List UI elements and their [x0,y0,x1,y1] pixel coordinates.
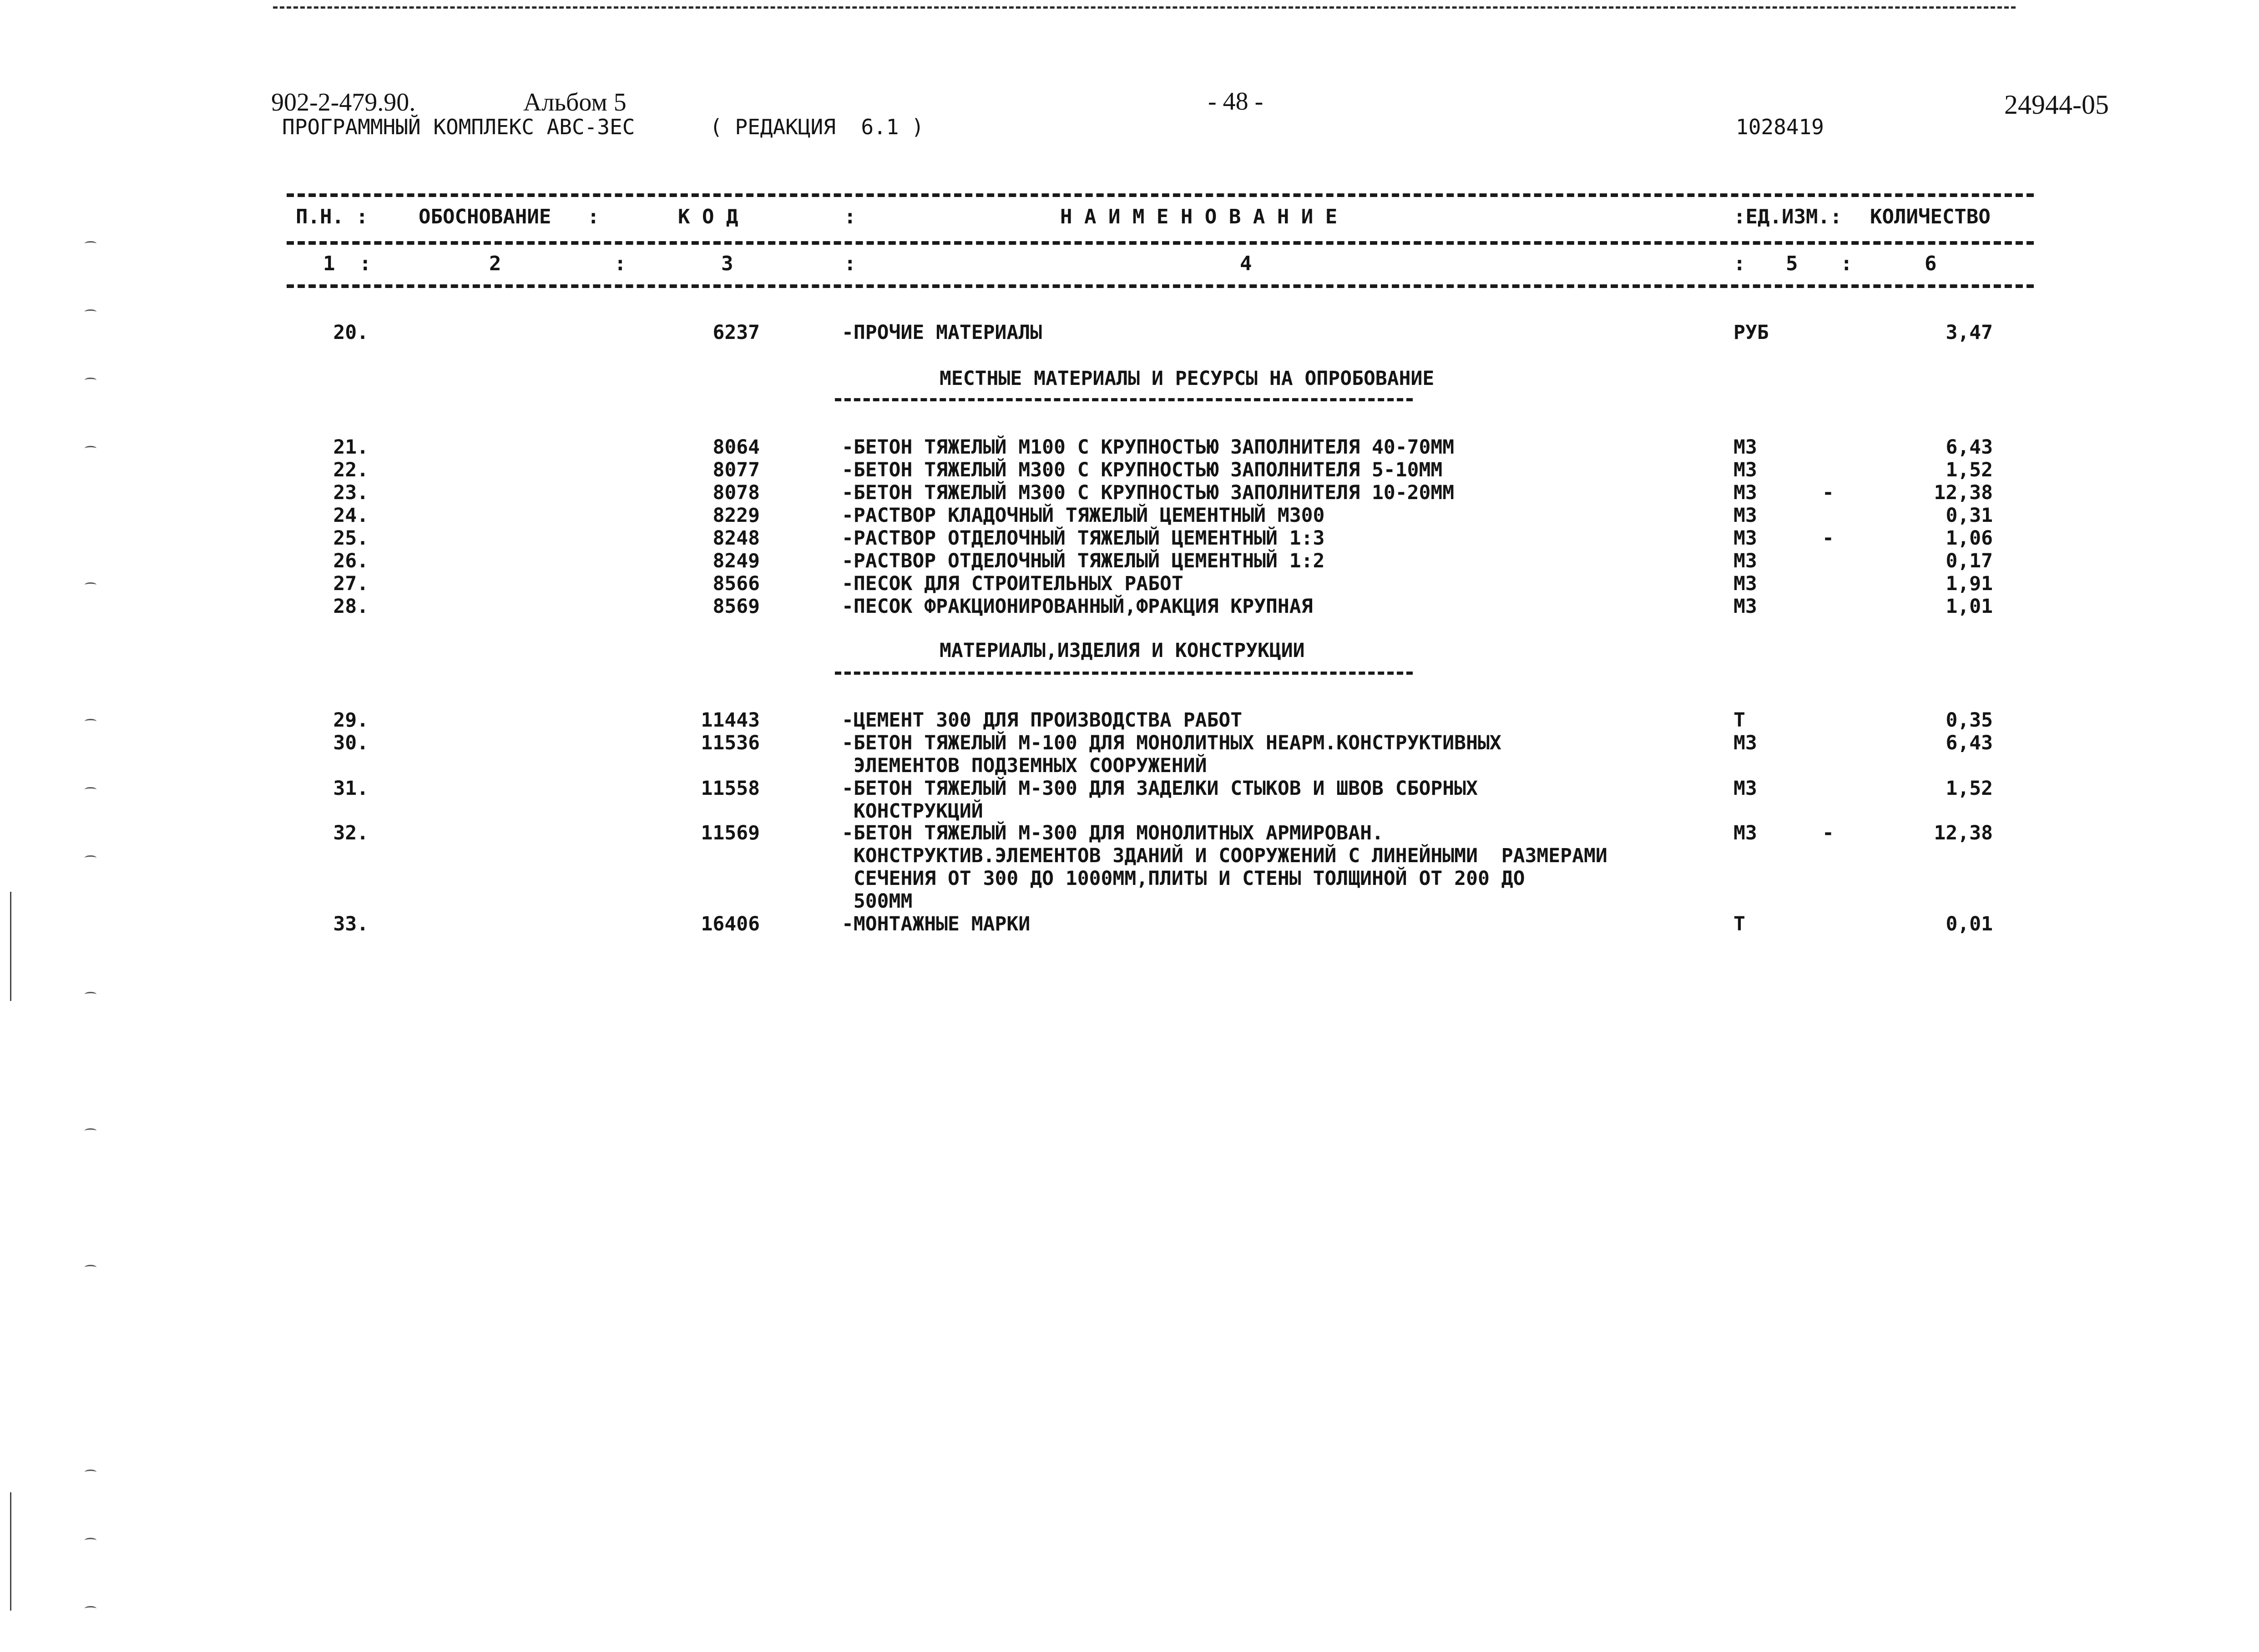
row-code: 8078 [713,481,760,504]
archive-stamp: 24944-05 [2004,90,2109,120]
col-number-2: 2 [489,252,501,275]
row-quantity: 12,38 [1934,481,1993,504]
row-code: 11569 [701,822,760,844]
row-number: 20. [333,321,369,344]
album-label: Альбом 5 [523,88,627,116]
row-unit: М3 [1733,504,1757,527]
col-header-qty: КОЛИЧЕСТВО [1870,205,1991,228]
row-unit: М3 [1733,527,1757,550]
col-number-5: 5 [1786,252,1798,275]
row-quantity: 1,52 [1946,459,1993,481]
row-quantity: 1,06 [1946,527,1993,550]
row-number: 31. [333,777,369,800]
row-unit: М3 [1733,732,1757,754]
row-code: 16406 [701,913,760,935]
row-code: 8064 [713,436,760,459]
row-name: -БЕТОН ТЯЖЕЛЫЙ М300 С КРУПНОСТЬЮ ЗАПОЛНИТЕЛЯ 5-10ММ [842,459,1443,481]
margin-mark [85,1128,96,1133]
col-header-code: К О Д [678,205,738,228]
row-code: 11443 [701,709,760,732]
row-unit: М3 [1733,777,1757,800]
row-number: 23. [333,481,369,504]
row-name: -ПЕСОК ФРАКЦИОНИРОВАННЫЙ,ФРАКЦИЯ КРУПНАЯ [842,595,1313,618]
col-separator: : [844,252,856,275]
margin-mark [85,719,96,724]
row-number: 29. [333,709,369,732]
row-name: -РАСТВОР КЛАДОЧНЫЙ ТЯЖЕЛЫЙ ЦЕМЕНТНЫЙ М300 [842,504,1325,527]
row-number: 22. [333,459,369,481]
row-code: 8569 [713,595,760,618]
row-number: 24. [333,504,369,527]
section-heading-materials: МАТЕРИАЛЫ,ИЗДЕЛИЯ И КОНСТРУКЦИИ [940,639,1305,662]
table-header-bottom-rule [287,284,2034,288]
row-quantity: 0,35 [1946,709,1993,732]
row-code: 8566 [713,572,760,595]
row-code: 8248 [713,527,760,550]
margin-mark [85,1606,96,1611]
scan-streak [10,892,11,1001]
row-unit: М3 [1733,481,1757,504]
col-number-1: 1 : [323,252,371,275]
row-name: -ПЕСОК ДЛЯ СТРОИТЕЛЬНЫХ РАБОТ [842,572,1183,595]
row-name: -БЕТОН ТЯЖЕЛЫЙ М-300 ДЛЯ МОНОЛИТНЫХ АРМИРОВАН. КОНСТРУКТИВ.ЭЛЕМЕНТОВ ЗДАНИЙ И СООРУЖЕНИЙ С ЛИНЕЙНЫМИ РАЗМЕРАМИ СЕЧЕНИЯ ОТ 300 ДО 1000ММ,ПЛИТЫ И СТЕНЫ ТОЛЩИНОЙ ОТ 200 ДО 500ММ [842,822,1607,913]
margin-mark [85,1265,96,1270]
row-name: -РАСТВОР ОТДЕЛОЧНЫЙ ТЯЖЕЛЫЙ ЦЕМЕНТНЫЙ 1:3 [842,527,1325,550]
row-quantity: 3,47 [1946,321,1993,344]
margin-mark [85,378,96,383]
row-number: 27. [333,572,369,595]
col-header-pn: П.Н. : [296,205,368,228]
row-number: 32. [333,822,369,844]
row-unit: М3 [1733,550,1757,572]
row-quantity: 0,31 [1946,504,1993,527]
row-quantity: 6,43 [1946,732,1993,754]
row-number: 26. [333,550,369,572]
row-name: -БЕТОН ТЯЖЕЛЫЙ М300 С КРУПНОСТЬЮ ЗАПОЛНИТЕЛЯ 10-20ММ [842,481,1455,504]
row-name: -БЕТОН ТЯЖЕЛЫЙ М-100 ДЛЯ МОНОЛИТНЫХ НЕАРМ.КОНСТРУКТИВНЫХ ЭЛЕМЕНТОВ ПОДЗЕМНЫХ СООРУЖЕНИЙ [842,732,1501,777]
row-code: 11536 [701,732,760,754]
margin-mark [85,1538,96,1543]
row-quantity: 12,38 [1934,822,1993,844]
col-number-4: 4 [1240,252,1252,275]
section-underline [835,398,1413,401]
row-number: 25. [333,527,369,550]
col-separator: : [1733,252,1746,275]
col-header-basis: ОБОСНОВАНИЕ : [419,205,600,228]
row-quantity: 0,17 [1946,550,1993,572]
page-number: - 48 - [1208,87,1263,116]
row-name: -ПРОЧИЕ МАТЕРИАЛЫ [842,321,1042,344]
row-number: 30. [333,732,369,754]
row-name: -ЦЕМЕНТ 300 ДЛЯ ПРОИЗВОДСТВА РАБОТ [842,709,1243,732]
row-number: 28. [333,595,369,618]
row-unit: Т [1733,913,1745,935]
col-header-sep: : [844,205,856,228]
row-unit: М3 [1733,595,1757,618]
row-unit: РУБ [1733,321,1769,344]
row-unit: Т [1733,709,1745,732]
col-separator: : [614,252,627,275]
section-underline [835,672,1413,675]
row-quantity: 1,91 [1946,572,1993,595]
row-unit: М3 [1733,822,1757,844]
row-code: 8249 [713,550,760,572]
section-heading-local-materials: МЕСТНЫЕ МАТЕРИАЛЫ И РЕСУРСЫ НА ОПРОБОВАНИЕ [940,367,1435,390]
col-header-unit: :ЕД.ИЗМ.: [1733,205,1842,228]
row-name: -МОНТАЖНЫЕ МАРКИ [842,913,1031,935]
row-quantity: 1,01 [1946,595,1993,618]
table-mid-rule [287,241,2034,245]
col-separator: : [1840,252,1853,275]
row-quantity: 6,43 [1946,436,1993,459]
row-code: 6237 [713,321,760,344]
row-number: 21. [333,436,369,459]
row-name: -БЕТОН ТЯЖЕЛЫЙ М100 С КРУПНОСТЬЮ ЗАПОЛНИТЕЛЯ 40-70ММ [842,436,1455,459]
margin-mark [85,992,96,997]
scan-top-border [273,6,2016,9]
col-number-6: 6 [1925,252,1937,275]
program-label: ПРОГРАММНЫЙ КОМПЛЕКС АВС-3ЕС [282,115,635,139]
row-code: 8229 [713,504,760,527]
row-code: 11558 [701,777,760,800]
row-mark: - [1822,822,1834,844]
margin-mark [85,787,96,792]
margin-mark [85,446,96,451]
margin-mark [85,855,96,860]
document-number: 902-2-479.90. [271,88,416,116]
document-code: 1028419 [1736,115,1824,139]
table-top-rule [287,193,2034,197]
row-quantity: 0,01 [1946,913,1993,935]
scan-streak [10,1492,11,1611]
row-name: -РАСТВОР ОТДЕЛОЧНЫЙ ТЯЖЕЛЫЙ ЦЕМЕНТНЫЙ 1:2 [842,550,1325,572]
margin-mark [85,1470,96,1475]
row-code: 8077 [713,459,760,481]
margin-mark [85,241,96,246]
row-unit: М3 [1733,572,1757,595]
row-number: 33. [333,913,369,935]
margin-mark [85,582,96,587]
col-header-name: Н А И М Е Н О В А Н И Е [1060,205,1338,228]
col-number-3: 3 [721,252,733,275]
margin-mark [85,309,96,314]
row-unit: М3 [1733,436,1757,459]
row-mark: - [1822,527,1834,550]
revision-label: ( РЕДАКЦИЯ 6.1 ) [710,115,924,139]
row-name: -БЕТОН ТЯЖЕЛЫЙ М-300 ДЛЯ ЗАДЕЛКИ СТЫКОВ И ШВОВ СБОРНЫХ КОНСТРУКЦИЙ [842,777,1478,823]
row-quantity: 1,52 [1946,777,1993,800]
row-mark: - [1822,481,1834,504]
row-unit: М3 [1733,459,1757,481]
